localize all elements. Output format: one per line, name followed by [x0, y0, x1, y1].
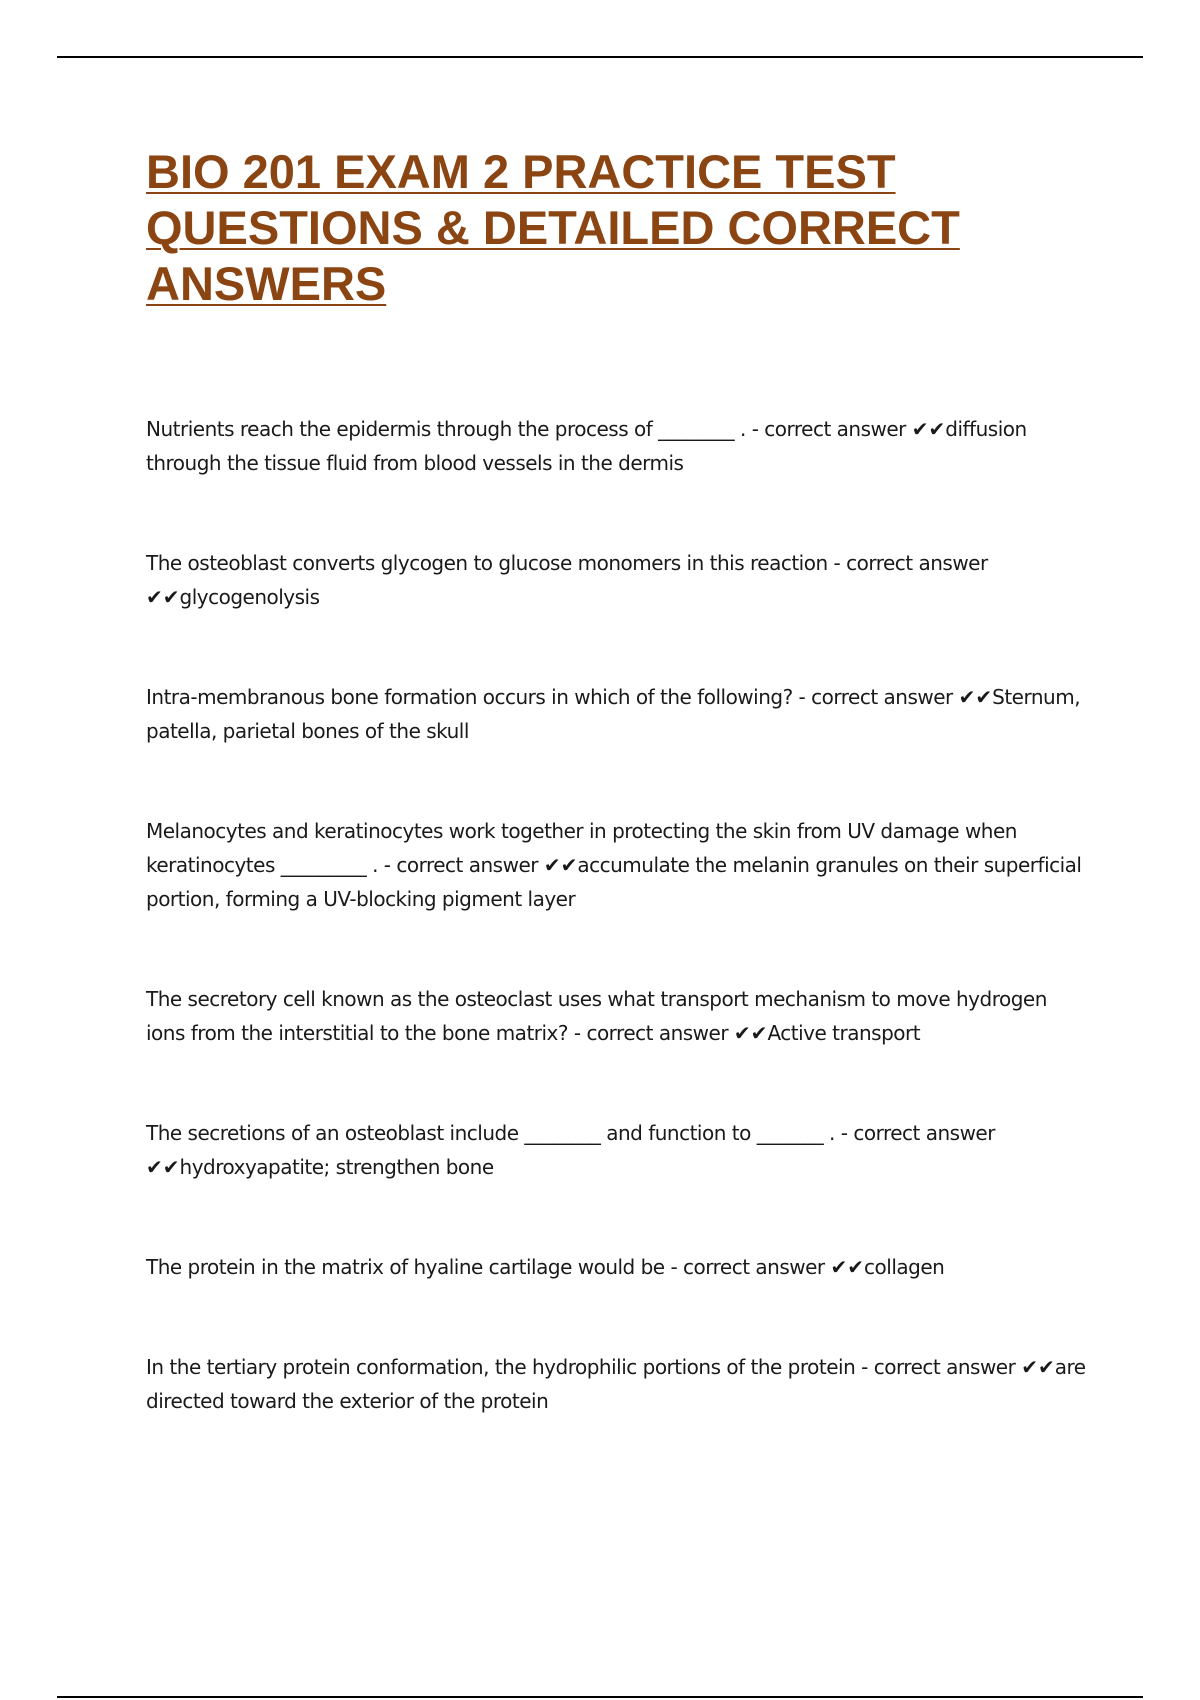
document-title: BIO 201 EXAM 2 PRACTICE TEST QUESTIONS & DETAILED CORRECT ANSWERS: [146, 145, 960, 310]
qa-list: [146, 412, 1086, 1418]
check-mark-icon: ✔✔: [1021, 1355, 1055, 1379]
bottom-divider: [57, 1696, 1143, 1698]
answer-text: collagen: [864, 1255, 945, 1279]
question-text: Melanocytes and keratinocytes work together in protecting the skin from UV damage when keratinocytes _________ . - correct answer: [146, 819, 1017, 877]
question-text: In the tertiary protein conformation, the hydrophilic portions of the protein - correct answer: [146, 1355, 1022, 1379]
qa-item: [146, 1250, 1086, 1284]
check-mark-icon: ✔✔: [543, 853, 578, 877]
question-text: The secretory cell known as the osteoclast uses what transport mechanism to move hydrogen ions from the interstitial to the bone matrix? - correct answer: [146, 987, 1047, 1045]
answer-text: are directed toward the exterior of the protein: [146, 1355, 1086, 1413]
qa-item: [146, 814, 1086, 916]
qa-item: [146, 680, 1086, 748]
check-mark-icon: ✔✔: [911, 417, 946, 441]
qa-item: [146, 1350, 1086, 1418]
check-mark-icon: ✔✔: [146, 1155, 180, 1179]
top-divider: [57, 56, 1143, 58]
qa-item: [146, 412, 1086, 480]
check-mark-icon: ✔✔: [958, 685, 993, 709]
question-text: The osteoblast converts glycogen to glucose monomers in this reaction - correct answer: [146, 551, 988, 575]
qa-item: [146, 1116, 1086, 1184]
answer-text: accumulate the melanin granules on their superficial portion, forming a UV-blocking pigment layer: [146, 853, 1082, 911]
question-text: Intra-membranous bone formation occurs in which of the following? - correct answer: [146, 685, 959, 709]
question-text: The protein in the matrix of hyaline cartilage would be - correct answer: [146, 1255, 831, 1279]
check-mark-icon: ✔✔: [830, 1255, 865, 1279]
qa-item: [146, 982, 1086, 1050]
answer-text: hydroxyapatite; strengthen bone: [179, 1155, 494, 1179]
qa-item: [146, 546, 1086, 614]
answer-text: Sternum, patella, parietal bones of the skull: [146, 685, 1081, 743]
question-text: Nutrients reach the epidermis through the process of ________ . - correct answer: [146, 417, 912, 441]
question-text: The secretions of an osteoblast include ________ and function to _______ . - correct answer: [146, 1121, 995, 1145]
answer-text: Active transport: [767, 1021, 921, 1045]
check-mark-icon: ✔✔: [733, 1021, 768, 1045]
answer-text: glycogenolysis: [179, 585, 320, 609]
check-mark-icon: ✔✔: [146, 585, 180, 609]
answer-text: diffusion through the tissue fluid from blood vessels in the dermis: [146, 417, 1027, 475]
